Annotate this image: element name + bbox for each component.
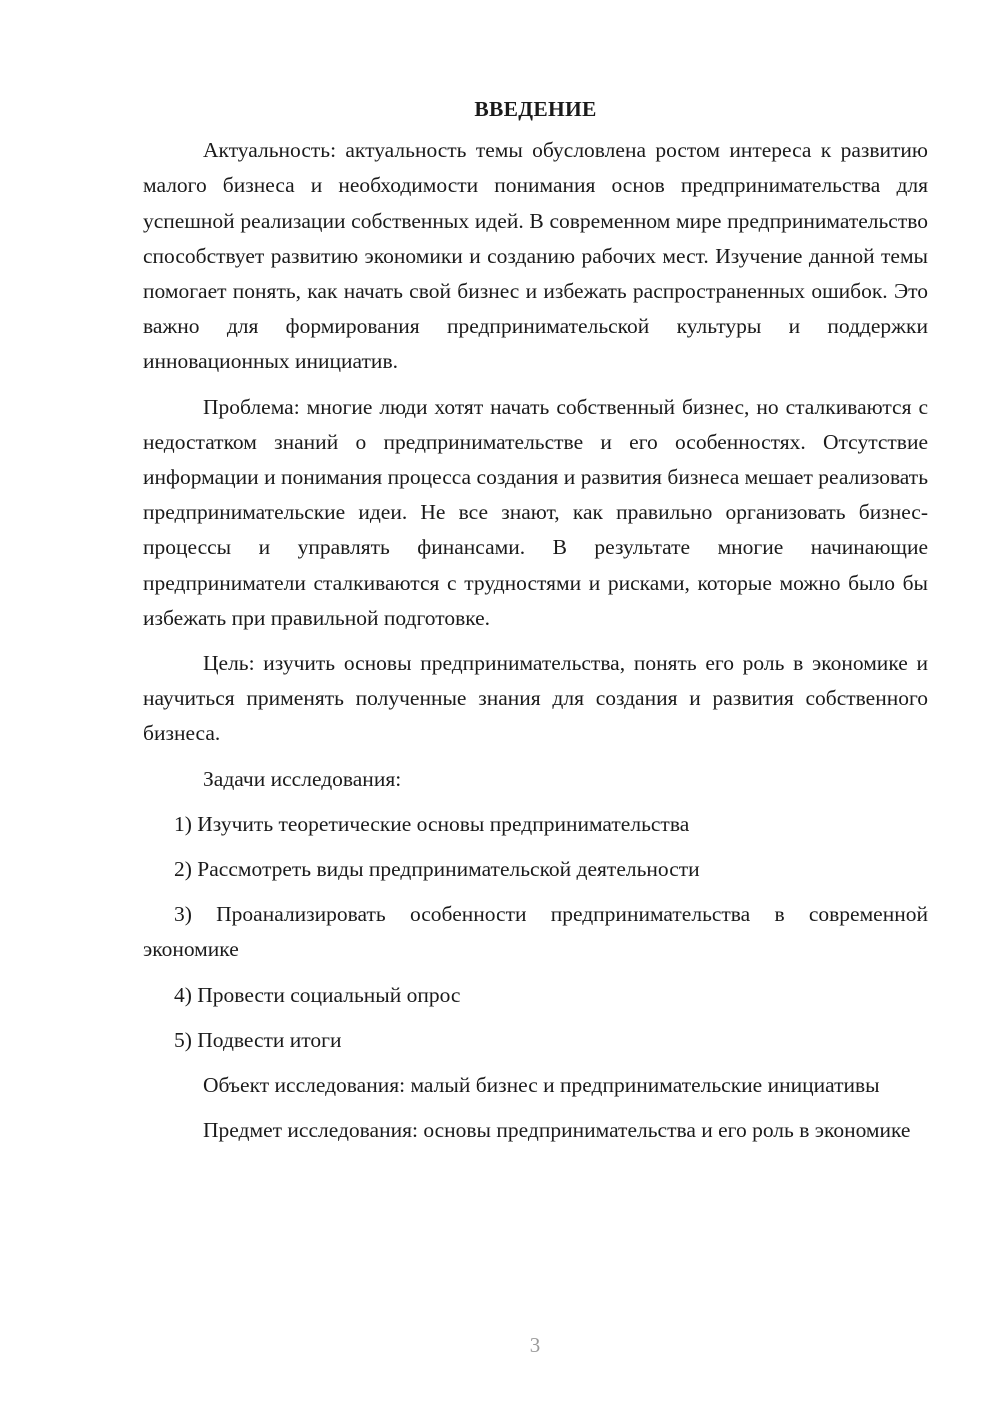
page-number: 3 [529, 1333, 541, 1357]
task-item-4: 4) Провести социальный опрос [174, 982, 461, 1007]
task-item-5: 5) Подвести итоги [174, 1027, 342, 1052]
task-item-2: 2) Рассмотреть виды предпринимательской деятельности [174, 857, 700, 882]
tasks-heading: Задачи исследования: [203, 766, 402, 791]
task-item-1: 1) Изучить теоретические основы предпринимательства [174, 811, 690, 836]
task-item-3: 3) Проанализировать особенности предпринимательства в современной экономике [143, 902, 928, 962]
goal-paragraph: Цель: изучить основы предпринимательства, понять его роль в экономике и научиться применять полученные знания для создания и развития собственного бизнеса. [143, 651, 928, 746]
document-page [143, 92, 928, 1158]
problem-paragraph: Проблема: многие люди хотят начать собственный бизнес, но сталкиваются с недостатком знаний о предпринимательстве и его особенностях. Отсутствие информации и понимания процесса создания и развития бизнеса мешает реализовать предпринимательские идеи. Не все знают, как правильно организовать бизнес-процессы и управлять финансами. В результате многие начинающие предприниматели сталкиваются с трудностями и рисками, которые можно было бы избежать при правильной подготовке. [143, 394, 928, 630]
relevance-paragraph: Актуальность: актуальность темы обусловлена ростом интереса к развитию малого бизнеса и необходимости понимания основ предпринимательства для успешной реализации собственных идей. В современном мире предпринимательство способствует развитию экономики и созданию рабочих мест. Изучение данной темы помогает понять, как начать свой бизнес и избежать распространенных ошибок. Это важно для формирования предпринимательской культуры и поддержки инновационных инициатив. [143, 138, 928, 374]
subject-paragraph: Предмет исследования: основы предпринимательства и его роль в экономике [203, 1118, 911, 1143]
object-paragraph: Объект исследования: малый бизнес и предпринимательские инициативы [203, 1073, 880, 1098]
section-title: ВВЕДЕНИЕ [474, 97, 597, 121]
